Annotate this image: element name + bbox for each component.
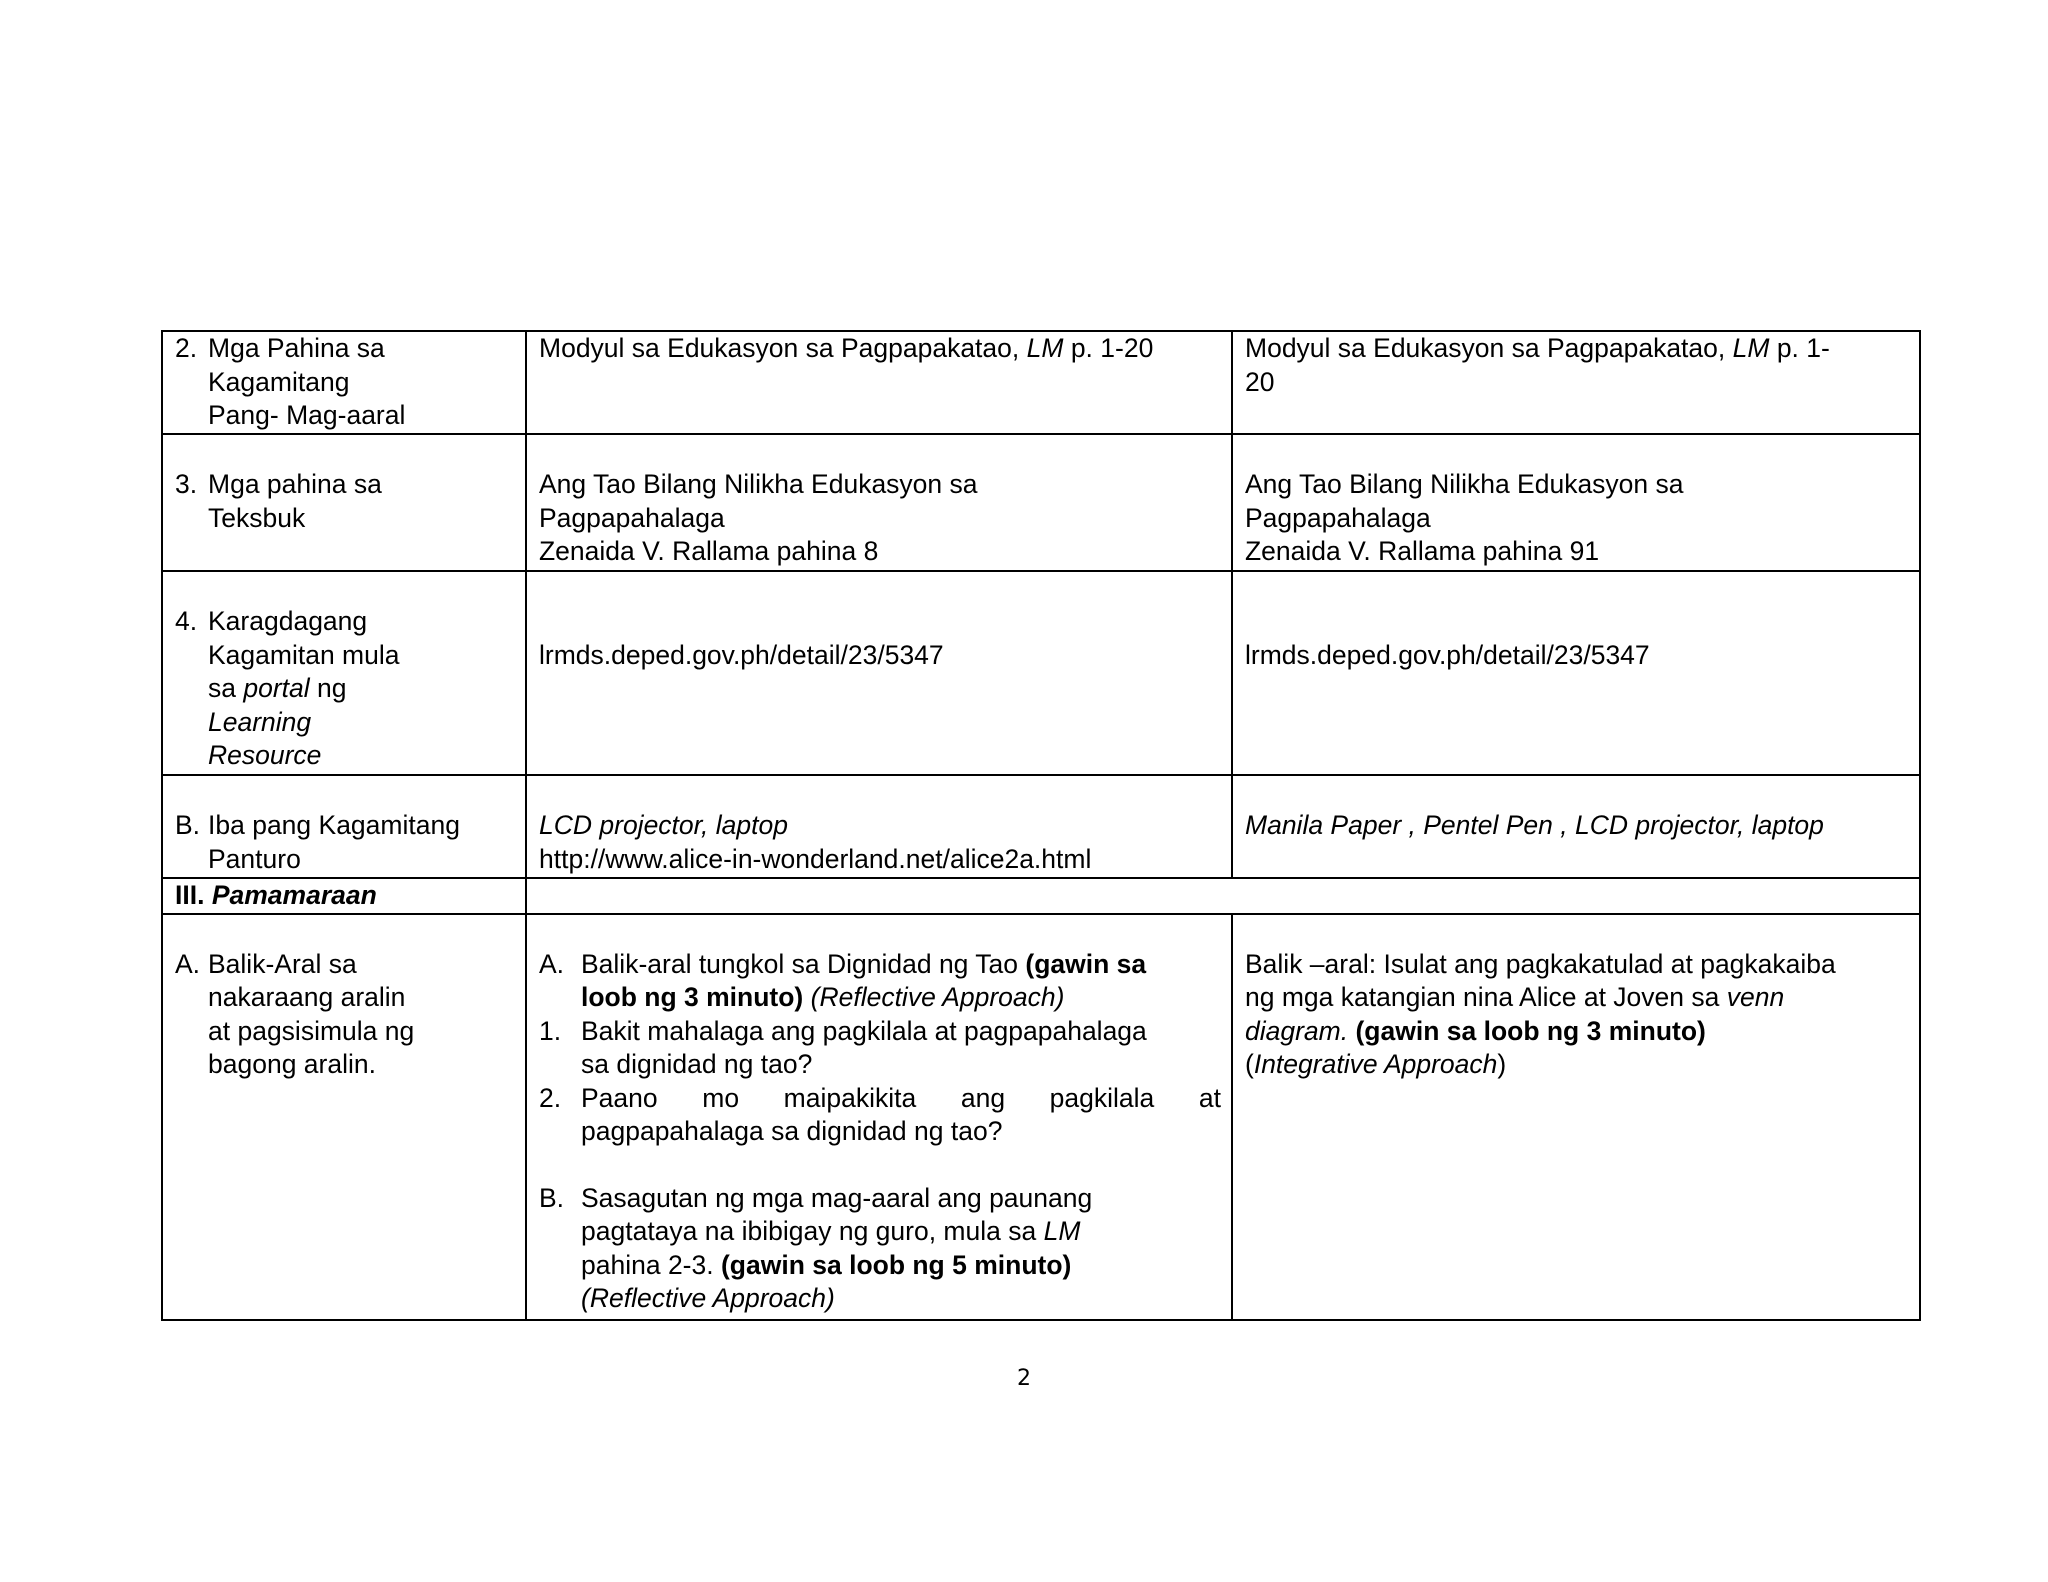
row-label bbox=[162, 434, 526, 571]
label-line: Resource bbox=[208, 740, 322, 770]
cell-text: Modyul sa Edukasyon sa Pagpapakatao, bbox=[1245, 333, 1733, 363]
cell-col2 bbox=[526, 775, 1232, 878]
list-item bbox=[539, 1182, 1221, 1316]
cell-emphasis: LM bbox=[1026, 333, 1064, 363]
approach-note: (Reflective Approach) bbox=[803, 982, 1065, 1012]
list-item bbox=[539, 948, 1221, 1015]
table-row bbox=[162, 775, 1920, 878]
row-label bbox=[162, 331, 526, 434]
list-marker: B. bbox=[539, 1182, 565, 1213]
approach-note: Integrative Approach bbox=[1253, 1049, 1498, 1079]
cell-col2 bbox=[526, 571, 1232, 775]
row-label bbox=[162, 914, 526, 1320]
label-line: Pang- Mag-aaral bbox=[208, 400, 406, 430]
label-line: Karagdagang bbox=[208, 606, 368, 636]
label-emphasis: portal bbox=[243, 673, 310, 703]
cell-text: ng mga katangian nina Alice at Joven sa bbox=[1245, 982, 1727, 1012]
question-text: Paano mo maipakikita ang pagkilala at bbox=[581, 1082, 1221, 1113]
time-note: (gawin sa loob ng 5 minuto) bbox=[720, 1249, 1072, 1280]
cell-col3 bbox=[1232, 914, 1920, 1320]
section-empty-cell bbox=[526, 878, 1920, 914]
cell-col3 bbox=[1232, 571, 1920, 775]
label-line: Teksbuk bbox=[208, 502, 306, 533]
table-row bbox=[162, 914, 1920, 1320]
lesson-plan-table bbox=[161, 330, 1921, 1321]
cell-text: Sasagutan ng mga mag-aaral ang paunang bbox=[581, 1182, 1093, 1213]
cell-text: Manila Paper , Pentel Pen , LCD projector, laptop bbox=[1245, 810, 1824, 840]
row-number: 3. bbox=[175, 469, 198, 499]
cell-text: Balik-aral tungkol sa Dignidad ng Tao bbox=[581, 948, 1026, 979]
question-text: sa dignidad ng tao? bbox=[581, 1049, 813, 1079]
cell-text: 20 bbox=[1245, 366, 1275, 397]
label-text: sa bbox=[208, 673, 244, 703]
question-text: pagpapahalaga sa dignidad ng tao? bbox=[581, 1116, 1003, 1146]
cell-emphasis: LM bbox=[1043, 1216, 1081, 1246]
label-line: Panturo bbox=[208, 843, 301, 874]
resource-url: lrmds.deped.gov.ph/detail/23/5347 bbox=[1245, 640, 1650, 670]
cell-text: Balik –aral: Isulat ang pagkakatulad at pagkakaiba bbox=[1245, 948, 1836, 979]
cell-col3 bbox=[1232, 331, 1920, 434]
section-header-row bbox=[162, 878, 1920, 914]
row-number: B. bbox=[175, 810, 201, 840]
label-text: ng bbox=[309, 673, 347, 703]
section-number: III. bbox=[175, 880, 205, 910]
row-label bbox=[162, 571, 526, 775]
cell-col2 bbox=[526, 434, 1232, 571]
cell-emphasis: venn bbox=[1726, 982, 1785, 1012]
cell-text: Ang Tao Bilang Nilikha Edukasyon sa bbox=[539, 469, 978, 499]
label-line: Kagamitan mula bbox=[208, 639, 400, 670]
section-name: Pamamaraan bbox=[204, 880, 377, 910]
resource-url: lrmds.deped.gov.ph/detail/23/5347 bbox=[539, 640, 944, 670]
label-line: Iba pang Kagamitang bbox=[208, 810, 460, 840]
cell-col2 bbox=[526, 914, 1232, 1320]
row-number: A. bbox=[175, 948, 201, 979]
time-note: (gawin sa bbox=[1025, 948, 1147, 979]
list-item bbox=[539, 1082, 1221, 1149]
label-line: Balik-Aral sa bbox=[208, 948, 357, 979]
cell-text: pahina 2-3. bbox=[581, 1249, 721, 1280]
cell-text: ) bbox=[1497, 1049, 1507, 1079]
cell-text: ( bbox=[1245, 1049, 1254, 1079]
time-note: loob ng 3 minuto) bbox=[581, 982, 804, 1012]
section-title bbox=[162, 878, 526, 914]
cell-col3 bbox=[1232, 775, 1920, 878]
time-note: (gawin sa loob ng 3 minuto) bbox=[1348, 1015, 1706, 1046]
list-marker: A. bbox=[539, 948, 565, 979]
cell-emphasis: diagram. bbox=[1245, 1015, 1349, 1046]
label-line: bagong aralin. bbox=[208, 1049, 376, 1079]
label-line: nakaraang aralin bbox=[208, 982, 406, 1012]
cell-col2 bbox=[526, 331, 1232, 434]
cell-text: LCD projector, laptop bbox=[539, 810, 788, 840]
cell-text: Pagpapahalaga bbox=[539, 502, 725, 533]
row-number: 2. bbox=[175, 333, 198, 363]
cell-text: Zenaida V. Rallama pahina 8 bbox=[539, 536, 879, 566]
table-row bbox=[162, 434, 1920, 571]
table-row bbox=[162, 571, 1920, 775]
list-marker: 1. bbox=[539, 1015, 562, 1046]
label-line: Learning bbox=[208, 706, 312, 737]
cell-text: pagtataya na ibibigay ng guro, mula sa bbox=[581, 1216, 1044, 1246]
cell-text: p. 1-20 bbox=[1063, 333, 1154, 363]
list-marker: 2. bbox=[539, 1082, 562, 1113]
cell-text: Ang Tao Bilang Nilikha Edukasyon sa bbox=[1245, 469, 1684, 499]
label-line: at pagsisimula ng bbox=[208, 1015, 415, 1046]
table-row bbox=[162, 331, 1920, 434]
cell-text: p. 1- bbox=[1769, 333, 1830, 363]
approach-note: (Reflective Approach) bbox=[581, 1283, 835, 1313]
resource-url: http://www.alice-in-wonderland.net/alice2a.html bbox=[539, 843, 1092, 874]
row-number: 4. bbox=[175, 606, 198, 636]
label-line: Mga Pahina sa bbox=[208, 333, 385, 363]
label-line: Kagamitang bbox=[208, 366, 350, 397]
label-line: Mga pahina sa bbox=[208, 469, 382, 499]
row-label bbox=[162, 775, 526, 878]
cell-text: Modyul sa Edukasyon sa Pagpapakatao, bbox=[539, 333, 1027, 363]
page-number: 2 bbox=[1017, 1366, 1031, 1391]
cell-text: Pagpapahalaga bbox=[1245, 502, 1431, 533]
list-item bbox=[539, 1015, 1221, 1082]
label-line bbox=[208, 672, 515, 706]
cell-col3 bbox=[1232, 434, 1920, 571]
question-text: Bakit mahalaga ang pagkilala at pagpapahalaga bbox=[581, 1015, 1147, 1046]
cell-emphasis: LM bbox=[1732, 333, 1770, 363]
cell-text: Zenaida V. Rallama pahina 91 bbox=[1245, 536, 1600, 566]
